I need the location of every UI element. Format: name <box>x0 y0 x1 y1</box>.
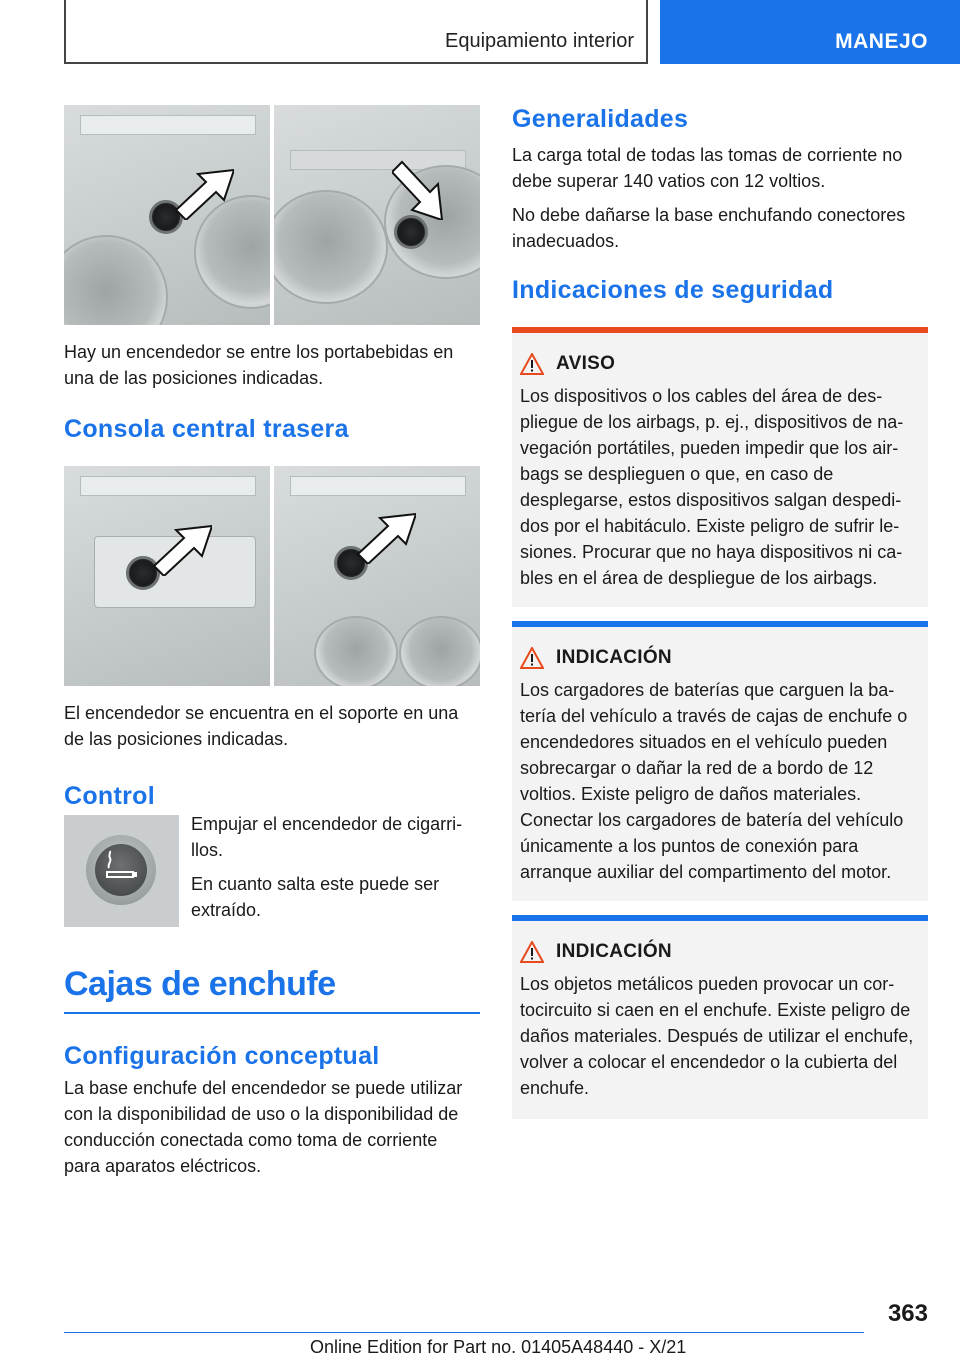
page-number: 363 <box>887 1300 928 1327</box>
heading-rear-console: Consola central trasera <box>64 415 349 443</box>
general-load-limit: La carga total de todas las tomas de corriente no debe superar 140 vatios con 12 voltios. <box>512 145 903 191</box>
photo-rear-console <box>64 466 480 686</box>
warning-text: Los objetos metálicos pueden provocar un cortocircuito si caen en el enchufe. Existe peligro de daños materiales. Después de utilizar el enchufe, volver a colocar el encendedor o la cubierta del enchufe. <box>520 974 914 1098</box>
warning-box-indicacion-chargers <box>512 621 928 901</box>
photo-panel-front-right <box>274 105 480 325</box>
heading-control: Control <box>64 782 155 810</box>
lighter-button-image <box>64 815 179 927</box>
photo-panel-front-left <box>64 105 270 325</box>
chapter-tab-label: MANEJO <box>835 30 928 53</box>
general-connector-warning: No debe dañarse la base enchufando conectores inadecuados. <box>512 205 906 251</box>
section-title: Equipamiento interior <box>445 30 634 52</box>
control-section <box>64 815 480 927</box>
heading-underline <box>64 1012 480 1014</box>
control-push-instruction: Empujar el encendedor de cigarrillos. <box>191 814 463 860</box>
cigarette-icon <box>95 844 147 896</box>
warning-box-aviso <box>512 327 928 607</box>
header-section-box <box>64 0 648 64</box>
caption-rear-console: El encendedor se encuentra en el soporte en una de las posiciones indicadas. <box>64 703 459 749</box>
warning-triangle-icon <box>520 941 544 963</box>
warning-title: INDICACIÓN <box>556 941 672 962</box>
heading-general: Generalidades <box>512 105 689 133</box>
arrow-indicator-icon <box>174 160 234 220</box>
warning-triangle-icon <box>520 353 544 375</box>
photo-panel-rear-left <box>64 466 270 686</box>
warning-text: Los cargadores de baterías que carguen la batería del vehículo a través de cajas de enchufe o encendedores situados en el vehículo pueden sobrecargar o dañar la red de a bordo de 12 voltios. Existe peligro de daños materiales. Conectar los cargadores de batería del vehículo únicamente a los puntos de conexión para arranque auxiliar del compartimento del motor. <box>520 680 908 882</box>
control-remove-instruction: En cuanto salta este puede ser extraído. <box>191 874 440 920</box>
right-column <box>512 105 928 1119</box>
concept-body: La base enchufe del encendedor se puede utilizar con la disponibilidad de uso o la disponibilidad de conducción conectada como toma de corriente para aparatos eléctricos. <box>64 1078 463 1176</box>
warning-text: Los dispositivos o los cables del área de despliegue de los airbags, p. ej., dispositivos de navegación portátiles, pueden impedir que los airbags se desplieguen o que, en caso de desplegarse, estos dispositivos salgan despedidos por el habitáculo. Existe peligro de sufrir lesiones. Procurar que no haya dispositivos ni cables en el área de despliegue de los airbags. <box>520 386 904 588</box>
chapter-tab[interactable] <box>660 0 960 64</box>
warning-title: AVISO <box>556 353 616 374</box>
warning-box-indicacion-metal <box>512 915 928 1119</box>
heading-concept: Configuración conceptual <box>64 1042 380 1070</box>
arrow-indicator-icon <box>152 516 212 576</box>
heading-power-sockets: Cajas de enchufe <box>64 965 336 1003</box>
caption-cupholder: Hay un encendedor se entre los portabebidas en una de las posiciones indicadas. <box>64 342 454 388</box>
warning-triangle-icon <box>520 647 544 669</box>
arrow-indicator-icon <box>356 504 416 564</box>
photo-cupholder-lighter <box>64 105 480 325</box>
heading-safety: Indicaciones de seguridad <box>512 276 834 304</box>
footer-edition: Online Edition for Part no. 01405A48440 - X/21 <box>310 1337 687 1357</box>
photo-panel-rear-right <box>274 466 480 686</box>
footer-rule <box>64 1332 864 1333</box>
left-column <box>64 105 480 1179</box>
warning-title: INDICACIÓN <box>556 647 672 668</box>
arrow-indicator-icon <box>392 160 452 220</box>
